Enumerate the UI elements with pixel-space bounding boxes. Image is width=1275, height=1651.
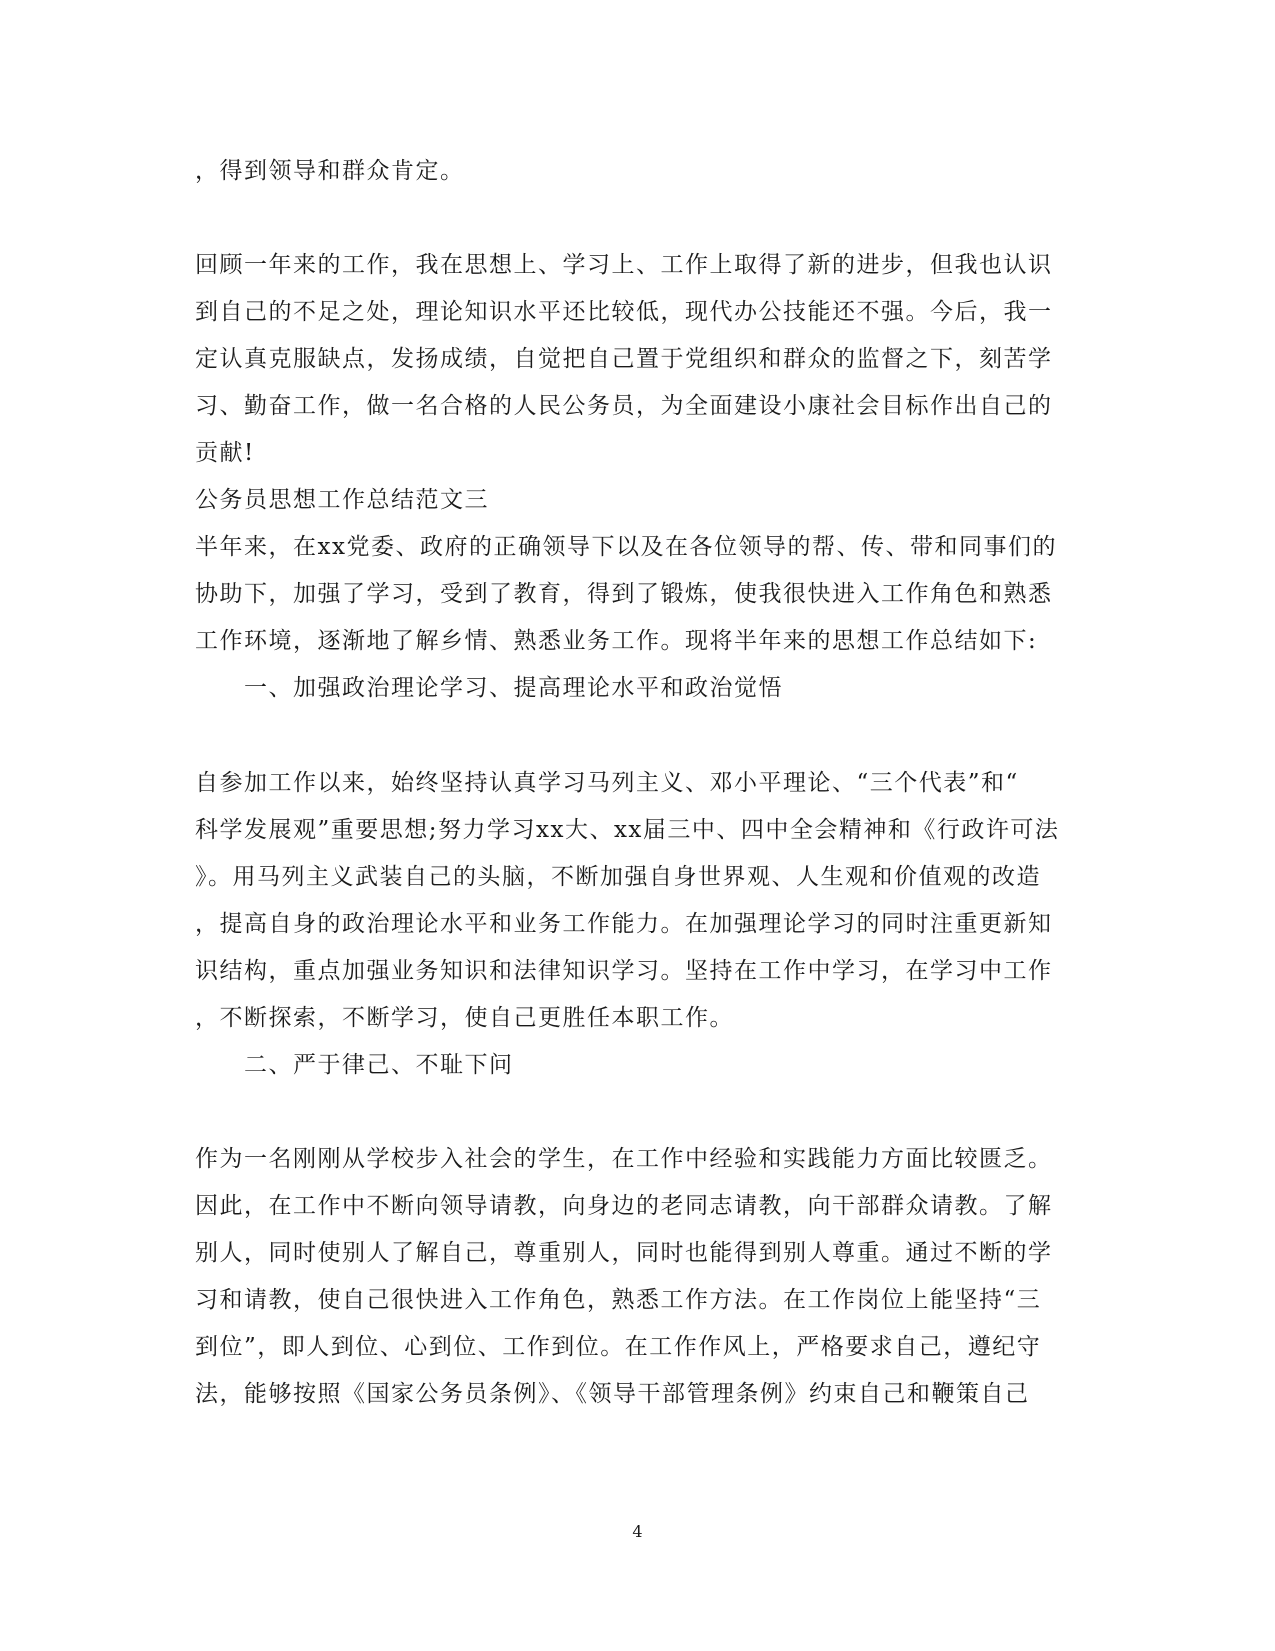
text-line: ，提高自身的政治理论水平和业务工作能力。在加强理论学习的同时注重更新知: [195, 911, 1053, 937]
section-heading: 二、严于律己、不耻下问: [244, 1052, 514, 1078]
text-line: 习和请教，使自己很快进入工作角色，熟悉工作方法。在工作岗位上能坚持“三: [195, 1287, 1042, 1313]
text-line: 识结构，重点加强业务知识和法律知识学习。坚持在工作中学习，在学习中工作: [195, 958, 1053, 984]
section-title: 公务员思想工作总结范文三: [195, 487, 489, 513]
text-line: 习、勤奋工作，做一名合格的人民公务员，为全面建设小康社会目标作出自己的: [195, 393, 1053, 419]
page-number: 4: [632, 1522, 643, 1541]
text-line: ，得到领导和群众肯定。: [195, 158, 465, 184]
text-line: 半年来，在xx党委、政府的正确领导下以及在各位领导的帮、传、带和同事们的: [195, 534, 1057, 560]
text-line: 到自己的不足之处，理论知识水平还比较低，现代办公技能还不强。今后，我一: [195, 299, 1053, 325]
text-line: 贡献!: [195, 440, 255, 466]
text-line: 别人，同时使别人了解自己，尊重别人，同时也能得到别人尊重。通过不断的学: [195, 1240, 1053, 1266]
section-heading: 一、加强政治理论学习、提高理论水平和政治觉悟: [244, 675, 783, 701]
text-line: 回顾一年来的工作，我在思想上、学习上、工作上取得了新的进步，但我也认识: [195, 252, 1053, 278]
text-line: 定认真克服缺点，发扬成绩，自觉把自己置于党组织和群众的监督之下，刻苦学: [195, 346, 1053, 372]
text-line: 自参加工作以来，始终坚持认真学习马列主义、邓小平理论、“三个代表”和“: [195, 770, 1019, 796]
text-line: ，不断探索，不断学习，使自己更胜任本职工作。: [195, 1005, 734, 1031]
text-line: 到位”，即人到位、心到位、工作到位。在工作作风上，严格要求自己，遵纪守: [195, 1334, 1042, 1360]
text-line: 协助下，加强了学习，受到了教育，得到了锻炼，使我很快进入工作角色和熟悉: [195, 581, 1053, 607]
text-line: 科学发展观”重要思想;努力学习xx大、xx届三中、四中全会精神和《行政许可法: [195, 817, 1060, 843]
text-line: 因此，在工作中不断向领导请教，向身边的老同志请教，向干部群众请教。了解: [195, 1193, 1053, 1219]
text-line: 工作环境，逐渐地了解乡情、熟悉业务工作。现将半年来的思想工作总结如下:: [195, 628, 1038, 654]
text-line: 》。用马列主义武装自己的头脑，不断加强自身世界观、人生观和价值观的改造: [195, 864, 1041, 890]
text-line: 法，能够按照《国家公务员条例》、《领导干部管理条例》约束自己和鞭策自己: [195, 1381, 1030, 1407]
text-line: 作为一名刚刚从学校步入社会的学生，在工作中经验和实践能力方面比较匮乏。: [195, 1146, 1053, 1172]
